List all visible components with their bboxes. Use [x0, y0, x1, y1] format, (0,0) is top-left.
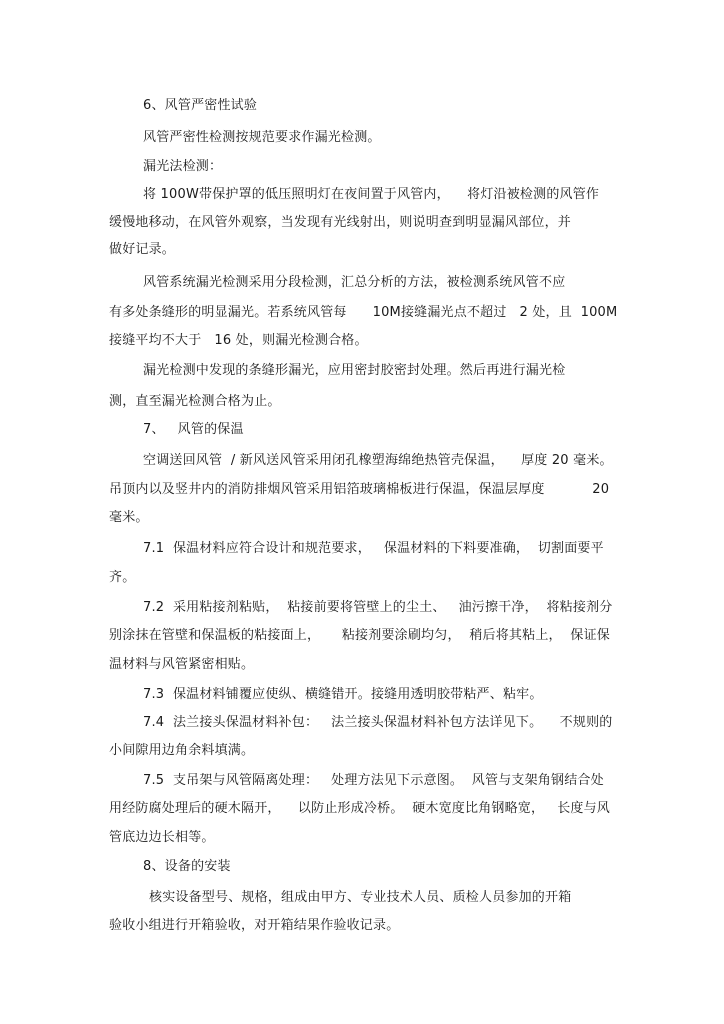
section-heading-6: 6、风管严密性试验: [143, 98, 258, 113]
paragraph-line: 别涂抹在管壁和保温板的粘接面上， 粘接剂要涂刷均匀， 稍后将其粘上， 保证保: [109, 628, 610, 643]
paragraph-line: 7.3 保温材料铺覆应使纵、横缝错开。接缝用透明胶带粘严、粘牢。: [143, 687, 543, 702]
paragraph-line: 小间隙用边角余料填满。: [109, 743, 255, 758]
paragraph-line: 测，直至漏光检测合格为止。: [109, 394, 281, 409]
paragraph-line: 漏光检测中发现的条缝形漏光，应用密封胶密封处理。然后再进行漏光检: [143, 363, 566, 378]
paragraph-line: 风管系统漏光检测采用分段检测，汇总分析的方法，被检测系统风管不应: [143, 275, 566, 290]
paragraph-line: 空调送回风管 / 新风送风管采用闭孔橡塑海绵绝热管壳保温， 厚度 20 毫米。: [143, 453, 613, 468]
paragraph-line: 毫米。: [109, 510, 149, 525]
paragraph-line: 7.1 保温材料应符合设计和规范要求， 保温材料的下料要准确， 切割面要平: [143, 541, 604, 556]
section-heading-7: 7、 风管的保温: [143, 422, 244, 437]
paragraph-line: 7.4 法兰接头保温材料补包： 法兰接头保温材料补包方法详见下。 不规则的: [143, 715, 613, 730]
paragraph-line: 管底边边长相等。: [109, 830, 215, 845]
paragraph-line: 将 100W带保护罩的低压照明灯在夜间置于风管内， 将灯沿被检测的风管作: [143, 187, 600, 202]
paragraph-line: 用经防腐处理后的硬木隔开， 以防止形成冷桥。 硬木宽度比角钢略宽， 长度与风: [109, 801, 610, 816]
paragraph-line: 接缝平均不大于 16 处，则漏光检测合格。: [109, 333, 368, 348]
paragraph-line: 做好记录。: [109, 242, 176, 257]
section-heading-8: 8、设备的安装: [143, 859, 231, 874]
paragraph-line: 核实设备型号、规格，组成由甲方、专业技术人员、质检人员参加的开箱: [149, 890, 572, 905]
paragraph-line: 有多处条缝形的明显漏光。若系统风管每 10M接缝漏光点不超过 2 处，且 100M: [109, 305, 618, 320]
paragraph-line: 齐。: [109, 570, 136, 585]
paragraph-line: 验收小组进行开箱验收，对开箱结果作验收记录。: [109, 918, 400, 933]
paragraph-line: 7.2 采用粘接剂粘贴， 粘接前要将管壁上的尘土、 油污擦干净， 将粘接剂分: [143, 600, 613, 615]
paragraph-line: 温材料与风管紧密相贴。: [109, 657, 255, 672]
paragraph-line: 7.5 支吊架与风管隔离处理： 处理方法见下示意图。 风管与支架角钢结合处: [143, 773, 604, 788]
paragraph-line: 风管严密性检测按规范要求作漏光检测。: [143, 130, 381, 145]
paragraph-line: 缓慢地移动，在风管外观察，当发现有光线射出，则说明查到明显漏风部位，并: [109, 215, 572, 230]
paragraph-line: 吊顶内以及竖井内的消防排烟风管采用铝箔玻璃棉板进行保温，保温层厚度 20: [109, 482, 610, 497]
paragraph-line: 漏光法检测：: [143, 159, 223, 174]
